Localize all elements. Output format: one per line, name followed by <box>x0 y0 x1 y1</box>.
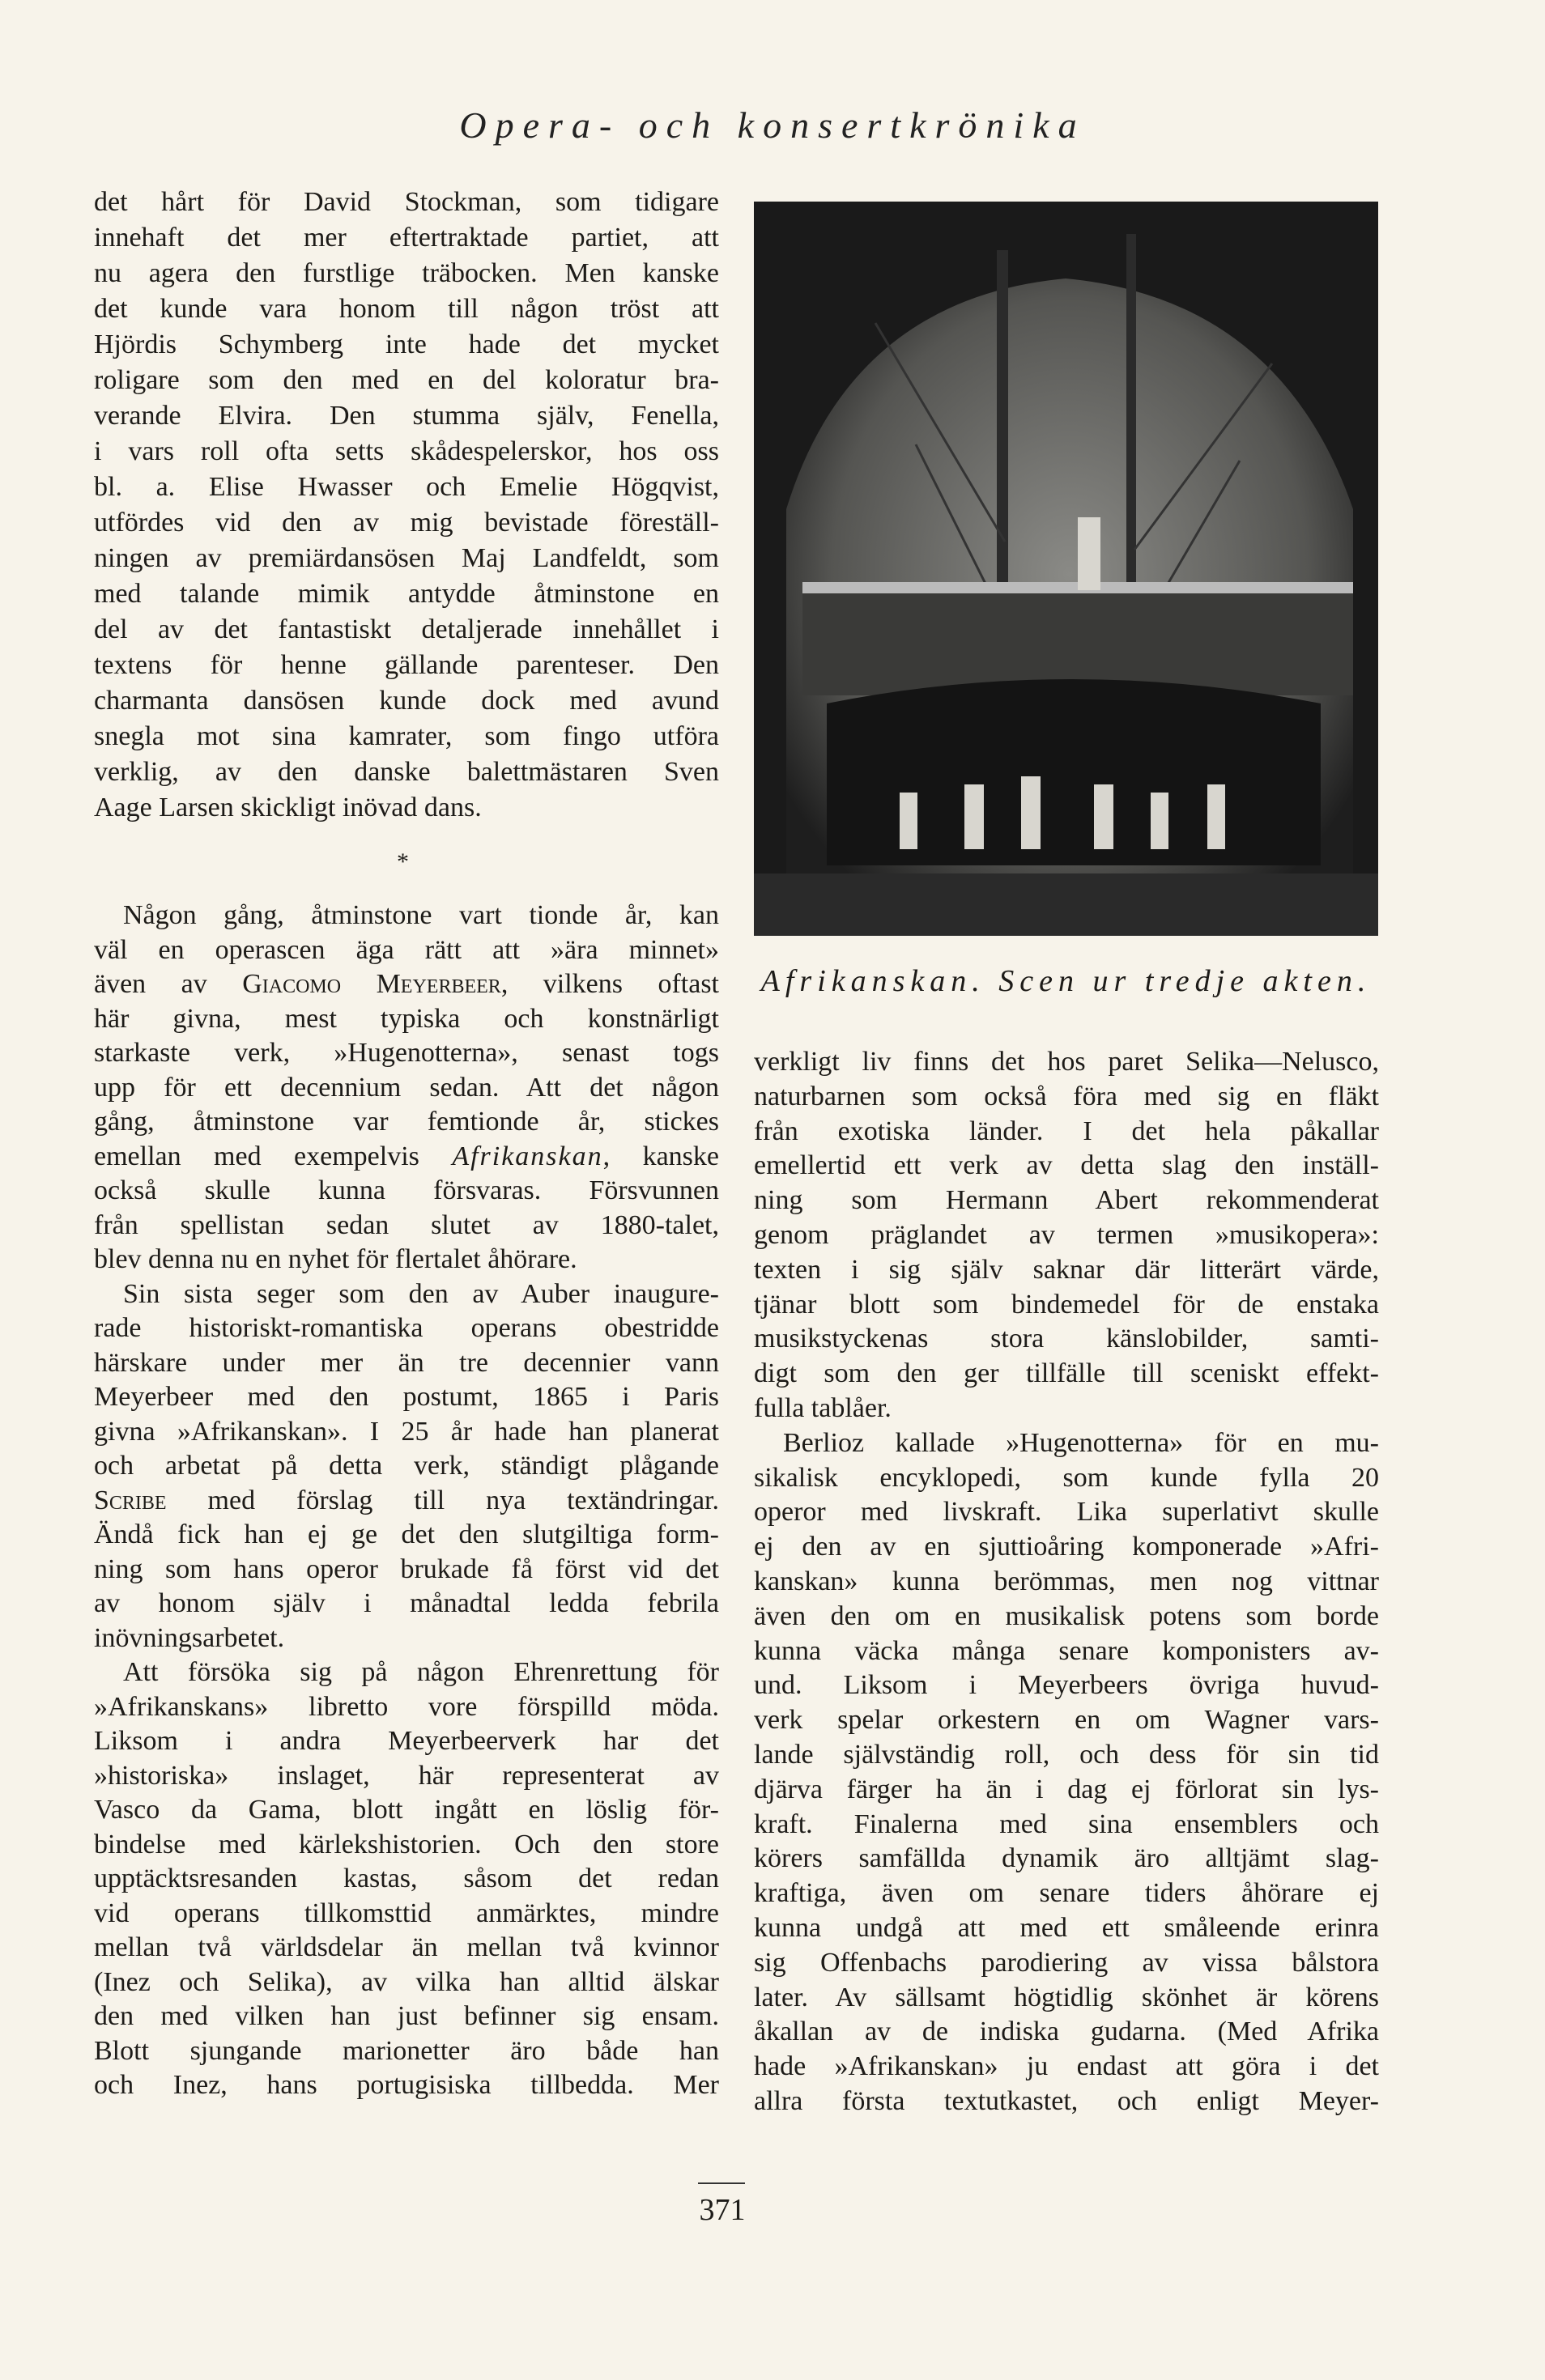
text-line: ningen av premiärdansösen Maj Landfeldt, som <box>94 543 719 573</box>
text-line: sig Offenbachs parodiering av vissa bålstora <box>754 1947 1379 1978</box>
text-line: hade »Afrikanskan» ju endast att göra i det <box>754 2051 1379 2082</box>
column-right <box>754 1045 1379 2119</box>
text-line: snegla mot sina kamrater, som fingo utföra <box>94 721 719 751</box>
text-line: här givna, mest typiska och konstnärligt <box>94 1003 719 1034</box>
text-line: Aage Larsen skickligt inövad dans. <box>94 793 482 822</box>
text-line: starkaste verk, »Hugenotterna», senast togs <box>94 1038 719 1068</box>
text-line: och arbetat på detta verk, ständigt plågande <box>94 1451 719 1481</box>
text-line: av honom själv i månadtal ledda febrila <box>94 1588 719 1618</box>
text-line: upptäcktsresanden kastas, såsom det redan <box>94 1864 719 1893</box>
text-segment: , kanske <box>602 1141 719 1171</box>
text-line: väl en operascen äga rätt att »ära minnet» <box>94 934 719 965</box>
text-line: textens för henne gällande parenteser. Den <box>94 650 719 680</box>
text-line: Sin sista seger som den av Auber inaugure- <box>123 1278 719 1309</box>
text-line: Blott sjungande marionetter äro både han <box>94 2035 719 2066</box>
text-line: operor med livskraft. Lika superlativt skulle <box>754 1497 1379 1528</box>
text-line: und. Liksom i Meyerbeers övriga huvud- <box>754 1670 1379 1701</box>
page-number: 371 <box>699 2193 746 2227</box>
opera-scene-image <box>754 202 1378 936</box>
text-line: också skulle kunna försvaras. Försvunnen <box>94 1175 719 1205</box>
text-line: även den om en musikalisk potens som borde <box>754 1600 1379 1631</box>
text-line: kunna väcka många senare komponisters av- <box>754 1635 1379 1666</box>
text-line: verkligt liv finns det hos paret Selika—Nelusco, <box>754 1047 1379 1077</box>
text-segment: , vilkens oftast <box>500 969 719 999</box>
text-line: ning som hans operor brukade få först vid det <box>94 1553 719 1584</box>
text-line: det kunde vara honom till någon tröst att <box>94 294 719 324</box>
text-line: det hårt för David Stockman, som tidigare <box>94 187 719 217</box>
text-line <box>94 1140 719 1175</box>
text-line: texten i sig själv saknar där litterärt värde, <box>754 1254 1379 1285</box>
text-line: upp för ett decennium sedan. Att det någon <box>94 1072 719 1103</box>
text-line: och Inez, hans portugisiska tillbedda. Mer <box>94 2070 719 2100</box>
column-left-top <box>94 185 719 826</box>
text-line: charmanta dansösen kunde dock med avund <box>94 686 719 716</box>
text-line: mellan två världsdelar än mellan två kvinnor <box>94 1932 719 1962</box>
text-line: bl. a. Elise Hwasser och Emelie Högqvist, <box>94 472 719 502</box>
text-line: digt som den ger tillfälle till sceniskt effekt- <box>754 1358 1379 1389</box>
page-number-rule <box>698 2182 745 2184</box>
text-line: Liksom i andra Meyerbeerverk har det <box>94 1726 719 1756</box>
text-line: åkallan av de indiska gudarna. (Med Afrika <box>754 2017 1379 2047</box>
text-line: musikstyckenas stora känslobilder, samti- <box>754 1324 1379 1354</box>
text-line: later. Av sällsamt högtidlig skönhet är körens <box>754 1982 1379 2012</box>
text-line: i vars roll ofta setts skådespelerskor, hos oss <box>94 436 719 466</box>
text-line: verande Elvira. Den stumma själv, Fenella, <box>94 401 719 431</box>
text-line: rade historiskt-romantiska operans obestridde <box>94 1313 719 1343</box>
photo-caption: Afrikanskan. Scen ur tredje akten. <box>760 964 1372 998</box>
text-line: ej den av en sjuttioåring komponerade »Afri- <box>754 1532 1379 1562</box>
text-line: emellertid ett verk av detta slag den inställ- <box>754 1150 1379 1181</box>
text-line: härskare under mer än tre decennier vann <box>94 1347 719 1378</box>
text-line: innehaft det mer eftertraktade partiet, att <box>94 223 719 253</box>
text-line: nu agera den furstlige träbocken. Men kanske <box>94 258 719 288</box>
text-line: vid operans tillkomsttid anmärktes, mindre <box>94 1898 719 1928</box>
text-line: allra första textutkastet, och enligt Meyer- <box>754 2085 1379 2116</box>
text-line: Meyerbeer med den postumt, 1865 i Paris <box>94 1382 719 1412</box>
text-line: kunna undgå att med ett småleende erinra <box>754 1912 1379 1943</box>
text-line: bindelse med kärlekshistorien. Och den store <box>94 1829 719 1859</box>
column-left-bottom <box>94 899 719 2103</box>
text-line: del av det fantastiskt detaljerade innehållet i <box>94 614 719 644</box>
running-header: Opera- och konsertkrönika <box>459 104 1086 146</box>
text-line: Hjördis Schymberg inte hade det mycket <box>94 329 719 359</box>
text-line: (Inez och Selika), av vilka han alltid älskar <box>94 1966 719 1997</box>
text-line: tjänar blott som bindemedel för de enstaka <box>754 1289 1379 1320</box>
text-line: körers samfällda dynamik äro alltjämt slag- <box>754 1843 1379 1874</box>
text-line: ning som Hermann Abert rekommenderat <box>754 1185 1379 1216</box>
text-line: från spellistan sedan slutet av 1880-talet, <box>94 1209 719 1240</box>
text-line: »Afrikanskans» libretto vore förspilld möda. <box>94 1691 719 1722</box>
text-line: med talande mimik antydde åtminstone en <box>94 579 719 609</box>
section-separator: * <box>397 848 409 875</box>
text-line: djärva färger ha än i dag ej förlorat sin lys- <box>754 1774 1379 1804</box>
text-line: Någon gång, åtminstone vart tionde år, kan <box>123 900 719 930</box>
text-line: Att försöka sig på någon Ehrenrettung för <box>123 1657 719 1687</box>
text-line: verk spelar orkestern en om Wagner vars- <box>754 1705 1379 1736</box>
text-segment: även av <box>94 969 243 999</box>
text-line: Berlioz kallade »Hugenotterna» för en mu- <box>783 1427 1379 1458</box>
stage-photo <box>754 202 1378 936</box>
text-segment: emellan med exempelvis <box>94 1141 453 1171</box>
text-segment: med förslag till nya textändringar. <box>166 1485 719 1515</box>
text-line: naturbarnen som också föra med sig en fläkt <box>754 1081 1379 1111</box>
text-line: fulla tablåer. <box>754 1392 892 1423</box>
text-line: blev denna nu en nyhet för flertalet åhörare. <box>94 1244 577 1274</box>
text-line: gång, åtminstone var femtionde år, stickes <box>94 1107 719 1137</box>
text-line <box>94 1484 719 1519</box>
text-line <box>94 967 719 1002</box>
text-line: »historiska» inslaget, här representerat av <box>94 1760 719 1791</box>
text-line: sikalisk encyklopedi, som kunde fylla 20 <box>754 1462 1379 1493</box>
text-line: från exotiska länder. I det hela påkallar <box>754 1116 1379 1146</box>
text-line: kraftiga, även om senare tiders åhörare ej <box>754 1878 1379 1909</box>
text-line: Vasco da Gama, blott ingått en löslig för- <box>94 1795 719 1825</box>
text-line: den med vilken han just befinner sig ensam. <box>94 2001 719 2031</box>
text-line: kraft. Finalerna med sina ensemblers och <box>754 1808 1379 1839</box>
text-line: inövningsarbetet. <box>94 1622 285 1653</box>
text-line: lande självständig roll, och dess för sin tid <box>754 1739 1379 1770</box>
small-caps-name: Scribe <box>94 1485 167 1515</box>
italic-title: Afrikanskan <box>452 1141 603 1171</box>
text-line: utfördes vid den av mig bevistade föreställ- <box>94 508 719 538</box>
text-line: givna »Afrikanskan». I 25 år hade han planerat <box>94 1416 719 1447</box>
text-line: genom präglandet av termen »musikopera»: <box>754 1219 1379 1250</box>
text-line: verklig, av den danske balettmästaren Sven <box>94 757 719 787</box>
text-line: kanskan» kunna berömmas, men nog vittnar <box>754 1566 1379 1596</box>
text-line: Ändå fick han ej ge det den slutgiltiga form- <box>94 1519 719 1549</box>
small-caps-name: Giacomo Meyerbeer <box>242 969 501 999</box>
text-line: roligare som den med en del koloratur bra- <box>94 365 719 395</box>
